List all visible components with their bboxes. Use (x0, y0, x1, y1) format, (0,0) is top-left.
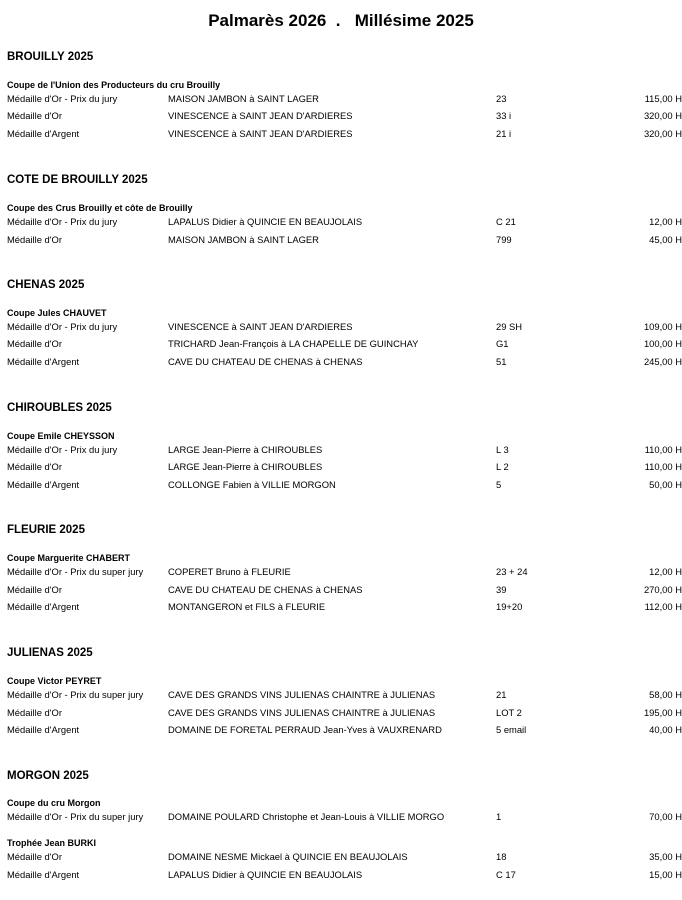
cup-title: Coupe des Crus Brouilly et côte de Brouilly (7, 203, 193, 213)
producer-cell: CAVE DU CHATEAU DE CHENAS à CHENAS (168, 584, 363, 595)
producer-cell: MONTANGERON et FILS à FLEURIE (168, 601, 326, 612)
ref-cell: G1 (496, 338, 509, 349)
section-heading: JULIENAS 2025 (7, 647, 93, 659)
ref-cell: 21 (496, 689, 507, 700)
section-heading: CHIROUBLES 2025 (7, 402, 112, 414)
table-row (0, 689, 682, 703)
ref-cell: LOT 2 (496, 707, 522, 718)
price-cell: 320,00 H (643, 128, 682, 139)
cup-title: Trophée Jean BURKI (7, 838, 97, 848)
ref-cell: 21 i (496, 128, 512, 139)
ref-cell: 18 (496, 851, 507, 862)
table-row (0, 811, 682, 825)
ref-cell: 51 (496, 356, 507, 367)
producer-cell: CAVE DU CHATEAU DE CHENAS à CHENAS (168, 356, 363, 367)
table-row (0, 321, 682, 335)
producer-cell: DOMAINE DE FORETAL PERRAUD Jean-Yves à VAUXRENARD (168, 724, 442, 735)
table-row (0, 110, 682, 124)
medal-cell: Médaille d'Or (7, 461, 62, 472)
cup-title: Coupe du cru Morgon (7, 798, 101, 808)
cup-title: Coupe Emile CHEYSSON (7, 431, 115, 441)
cup-title: Coupe Victor PEYRET (7, 676, 102, 686)
section-heading: COTE DE BROUILLY 2025 (7, 174, 148, 186)
medal-cell: Médaille d'Or - Prix du super jury (7, 566, 144, 577)
ref-cell: 29 SH (496, 321, 523, 332)
table-row (0, 869, 682, 883)
producer-cell: MAISON JAMBON à SAINT LAGER (168, 234, 319, 245)
price-cell: 45,00 H (649, 234, 682, 245)
table-row (0, 93, 682, 107)
medal-cell: Médaille d'Argent (7, 356, 80, 367)
price-cell: 15,00 H (649, 869, 682, 880)
producer-cell: CAVE DES GRANDS VINS JULIENAS CHAINTRE à JULIENAS (168, 707, 436, 718)
ref-cell: C 21 (496, 216, 516, 227)
price-cell: 12,00 H (649, 566, 682, 577)
ref-cell: L 3 (496, 444, 509, 455)
price-cell: 110,00 H (644, 461, 682, 472)
ref-cell: 39 (496, 584, 507, 595)
producer-cell: CAVE DES GRANDS VINS JULIENAS CHAINTRE à JULIENAS (168, 689, 436, 700)
medal-cell: Médaille d'Or - Prix du jury (7, 444, 118, 455)
table-row (0, 584, 682, 598)
price-cell: 245,00 H (643, 356, 682, 367)
section-heading: MORGON 2025 (7, 770, 89, 782)
table-row (0, 128, 682, 142)
medal-cell: Médaille d'Or - Prix du super jury (7, 811, 144, 822)
medal-cell: Médaille d'Or (7, 584, 62, 595)
price-cell: 270,00 H (643, 584, 682, 595)
producer-cell: LARGE Jean-Pierre à CHIROUBLES (168, 461, 323, 472)
medal-cell: Médaille d'Argent (7, 601, 80, 612)
medal-cell: Médaille d'Or (7, 851, 62, 862)
page-title: Palmarès 2026 . Millésime 2025 (208, 11, 474, 30)
section-heading: CHENAS 2025 (7, 279, 85, 291)
producer-cell: LAPALUS Didier à QUINCIE EN BEAUJOLAIS (168, 869, 363, 880)
table-row (0, 356, 682, 370)
producer-cell: TRICHARD Jean-François à LA CHAPELLE DE GUINCHAY (168, 338, 419, 349)
table-row (0, 216, 682, 230)
table-row (0, 234, 682, 248)
medal-cell: Médaille d'Argent (7, 479, 80, 490)
medal-cell: Médaille d'Or (7, 707, 62, 718)
cup-title: Coupe Jules CHAUVET (7, 308, 107, 318)
medal-cell: Médaille d'Argent (7, 869, 80, 880)
medal-cell: Médaille d'Or - Prix du jury (7, 321, 118, 332)
producer-cell: VINESCENCE à SAINT JEAN D'ARDIERES (168, 128, 353, 139)
price-cell: 70,00 H (649, 811, 682, 822)
medal-cell: Médaille d'Or - Prix du jury (7, 93, 118, 104)
producer-cell: MAISON JAMBON à SAINT LAGER (168, 93, 319, 104)
producer-cell: VINESCENCE à SAINT JEAN D'ARDIERES (168, 321, 353, 332)
ref-cell: 23 (496, 93, 507, 104)
medal-cell: Médaille d'Or (7, 110, 62, 121)
ref-cell: 5 (496, 479, 502, 490)
producer-cell: VINESCENCE à SAINT JEAN D'ARDIERES (168, 110, 353, 121)
price-cell: 109,00 H (643, 321, 682, 332)
table-row (0, 338, 682, 352)
medal-cell: Médaille d'Or (7, 234, 62, 245)
price-cell: 110,00 H (644, 444, 682, 455)
table-row (0, 851, 682, 865)
medal-cell: Médaille d'Or (7, 338, 62, 349)
ref-cell: 5 email (496, 724, 527, 735)
price-cell: 12,00 H (649, 216, 682, 227)
price-cell: 320,00 H (643, 110, 682, 121)
table-row (0, 461, 682, 475)
medal-cell: Médaille d'Argent (7, 128, 80, 139)
price-cell: 100,00 H (643, 338, 682, 349)
producer-cell: LAPALUS Didier à QUINCIE EN BEAUJOLAIS (168, 216, 363, 227)
price-cell: 58,00 H (649, 689, 682, 700)
ref-cell: L 2 (496, 461, 509, 472)
ref-cell: 19+20 (496, 601, 523, 612)
producer-cell: DOMAINE POULARD Christophe et Jean-Louis à VILLIE MORGO (168, 811, 445, 822)
table-row (0, 444, 682, 458)
producer-cell: LARGE Jean-Pierre à CHIROUBLES (168, 444, 323, 455)
medal-cell: Médaille d'Argent (7, 724, 80, 735)
ref-cell: C 17 (496, 869, 516, 880)
section-heading: FLEURIE 2025 (7, 524, 85, 536)
table-row (0, 707, 682, 721)
medal-cell: Médaille d'Or - Prix du super jury (7, 689, 144, 700)
section-heading: BROUILLY 2025 (7, 51, 94, 63)
price-cell: 35,00 H (649, 851, 682, 862)
medal-cell: Médaille d'Or - Prix du jury (7, 216, 118, 227)
price-cell: 115,00 H (644, 93, 682, 104)
table-row (0, 724, 682, 738)
producer-cell: COLLONGE Fabien à VILLIE MORGON (168, 479, 336, 490)
price-cell: 112,00 H (644, 601, 682, 612)
ref-cell: 799 (496, 234, 512, 245)
price-cell: 195,00 H (643, 707, 682, 718)
cup-title: Coupe Marguerite CHABERT (7, 553, 131, 563)
price-cell: 50,00 H (649, 479, 682, 490)
producer-cell: DOMAINE NESME Mickael à QUINCIE EN BEAUJOLAIS (168, 851, 408, 862)
table-row (0, 601, 682, 615)
price-cell: 40,00 H (649, 724, 682, 735)
ref-cell: 23 + 24 (496, 566, 528, 577)
table-row (0, 566, 682, 580)
ref-cell: 33 i (496, 110, 512, 121)
cup-title: Coupe de l'Union des Producteurs du cru Brouilly (7, 80, 221, 90)
table-row (0, 479, 682, 493)
producer-cell: COPERET Bruno à FLEURIE (168, 566, 291, 577)
ref-cell: 1 (496, 811, 502, 822)
